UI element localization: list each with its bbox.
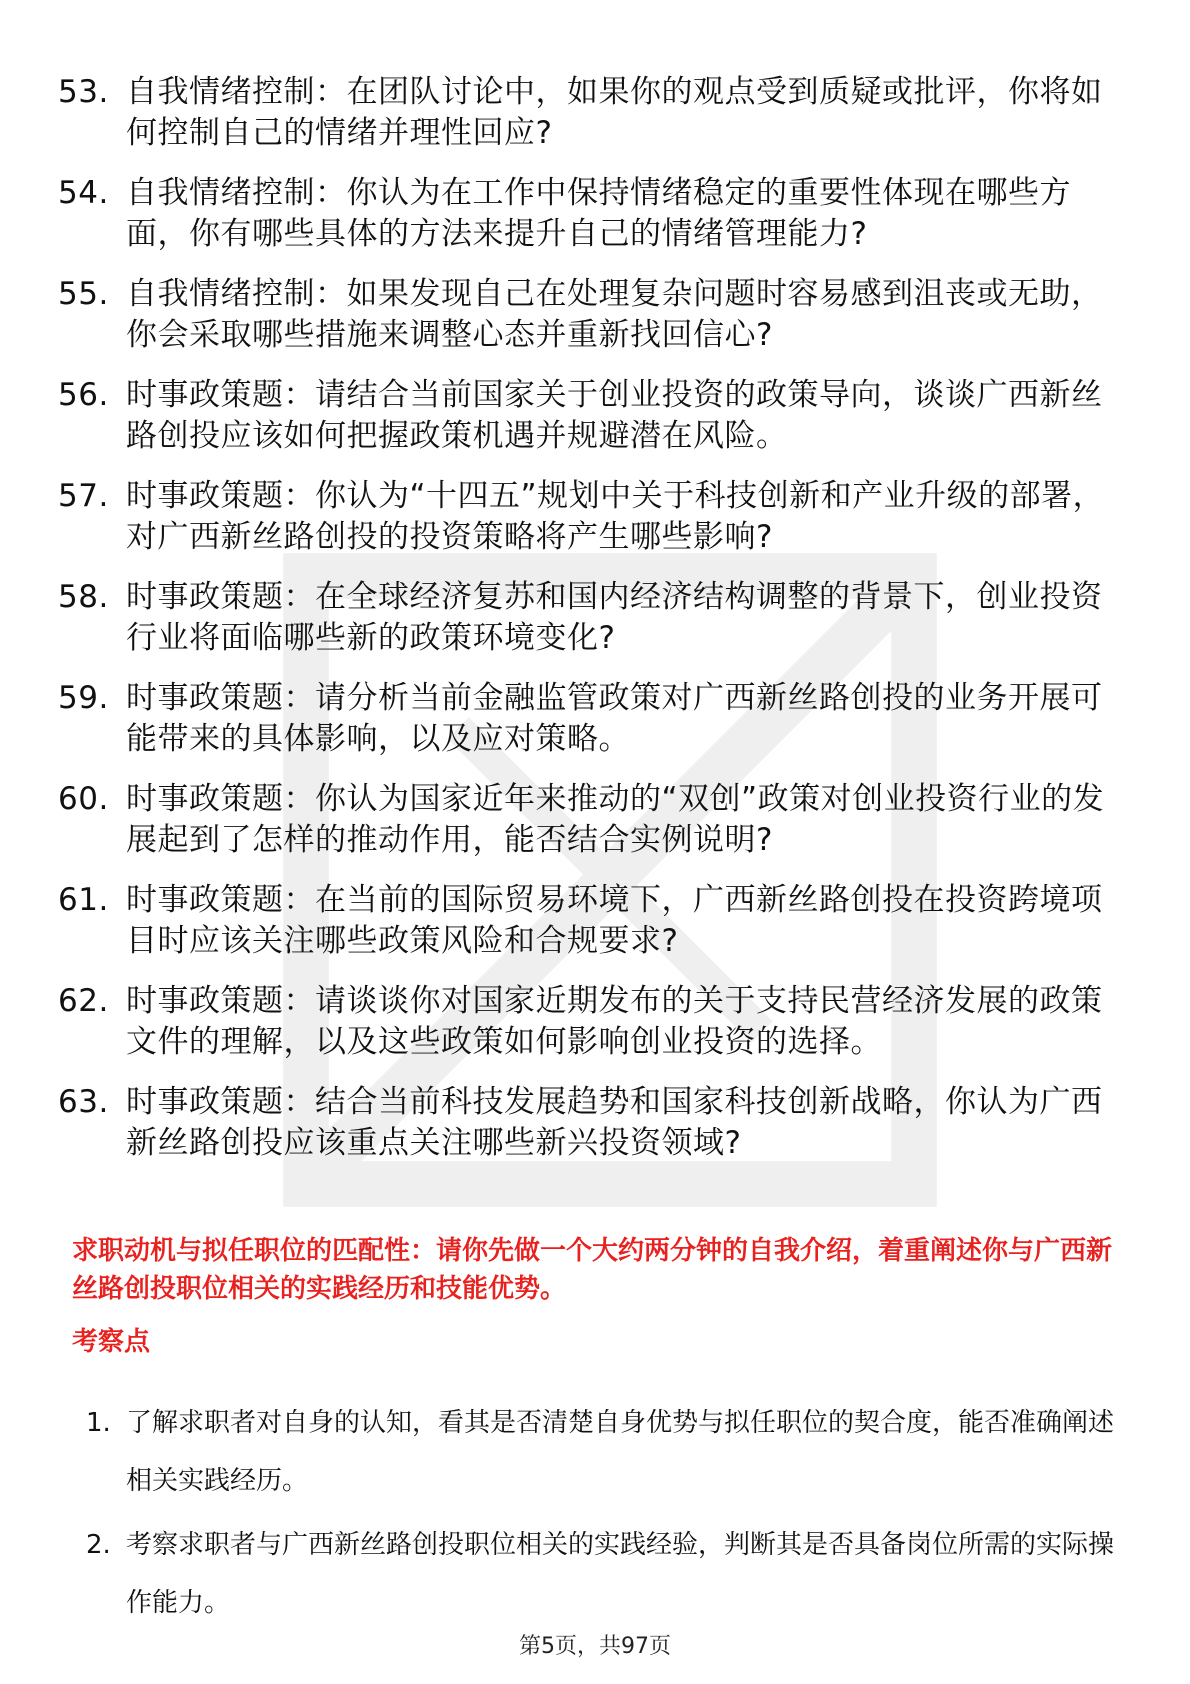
question-item [58,476,1118,558]
question-item [58,577,1118,659]
question-item [58,72,1118,154]
question-text: 时事政策题：你认为国家近年来推动的“双创”政策对创业投资行业的发展起到了怎样的推动作用，能否结合实例说明? [126,781,1105,858]
point-text: 了解求职者对自身的认知，看其是否清楚自身优势与拟任职位的契合度，能否准确阐述相关实践经历。 [126,1408,1115,1496]
question-text: 时事政策题：请结合当前国家关于创业投资的政策导向，谈谈广西新丝路创投应该如何把握政策机遇并规避潜在风险。 [126,377,1103,454]
question-item [58,1082,1118,1164]
question-number: 59. [58,680,109,716]
assessment-point [86,1394,1120,1510]
question-number: 58. [58,579,109,615]
question-number: 57. [58,478,109,514]
question-item [58,678,1118,760]
question-text: 时事政策题：请谈谈你对国家近期发布的关于支持民营经济发展的政策文件的理解，以及这些政策如何影响创业投资的选择。 [126,983,1103,1060]
question-number: 55. [58,276,109,312]
question-number: 61. [58,882,109,918]
page-footer: 第5页，共97页 [519,1634,671,1659]
point-number: 1. [86,1408,111,1438]
question-item [58,274,1118,356]
question-text: 时事政策题：结合当前科技发展趋势和国家科技创新战略，你认为广西新丝路创投应该重点关注哪些新兴投资领域? [126,1084,1103,1161]
question-number: 54. [58,175,109,211]
highlight-question: 求职动机与拟任职位的匹配性：请你先做一个大约两分钟的自我介绍，着重阐述你与广西新丝路创投职位相关的实践经历和技能优势。 [72,1236,1113,1304]
question-text: 自我情绪控制：如果发现自己在处理复杂问题时容易感到沮丧或无助，你会采取哪些措施来调整心态并重新找回信心? [126,276,1103,353]
question-list [58,72,1118,1183]
question-text: 自我情绪控制：你认为在工作中保持情绪稳定的重要性体现在哪些方面，你有哪些具体的方法来提升自己的情绪管理能力? [126,175,1071,252]
question-item [58,981,1118,1063]
question-text: 时事政策题：在当前的国际贸易环境下，广西新丝路创投在投资跨境项目时应该关注哪些政策风险和合规要求? [126,882,1103,959]
section-title: 考察点 [72,1327,151,1357]
question-number: 62. [58,983,109,1019]
question-number: 56. [58,377,109,413]
question-number: 63. [58,1084,109,1120]
question-text: 时事政策题：在全球经济复苏和国内经济结构调整的背景下，创业投资行业将面临哪些新的政策环境变化? [126,579,1103,656]
question-text: 自我情绪控制：在团队讨论中，如果你的观点受到质疑或批评，你将如何控制自己的情绪并理性回应? [126,74,1103,151]
question-item [58,779,1118,861]
point-number: 2. [86,1530,111,1560]
question-item [58,880,1118,962]
question-number: 53. [58,74,109,110]
question-item [58,173,1118,255]
question-text: 时事政策题：你认为“十四五”规划中关于科技创新和产业升级的部署，对广西新丝路创投的投资策略将产生哪些影响? [126,478,1105,555]
point-text: 考察求职者与广西新丝路创投职位相关的实践经验，判断其是否具备岗位所需的实际操作能力。 [126,1530,1115,1618]
assessment-point [86,1516,1120,1632]
assessment-points-list [86,1394,1120,1638]
question-number: 60. [58,781,109,817]
question-item [58,375,1118,457]
question-text: 时事政策题：请分析当前金融监管政策对广西新丝路创投的业务开展可能带来的具体影响，以及应对策略。 [126,680,1103,757]
